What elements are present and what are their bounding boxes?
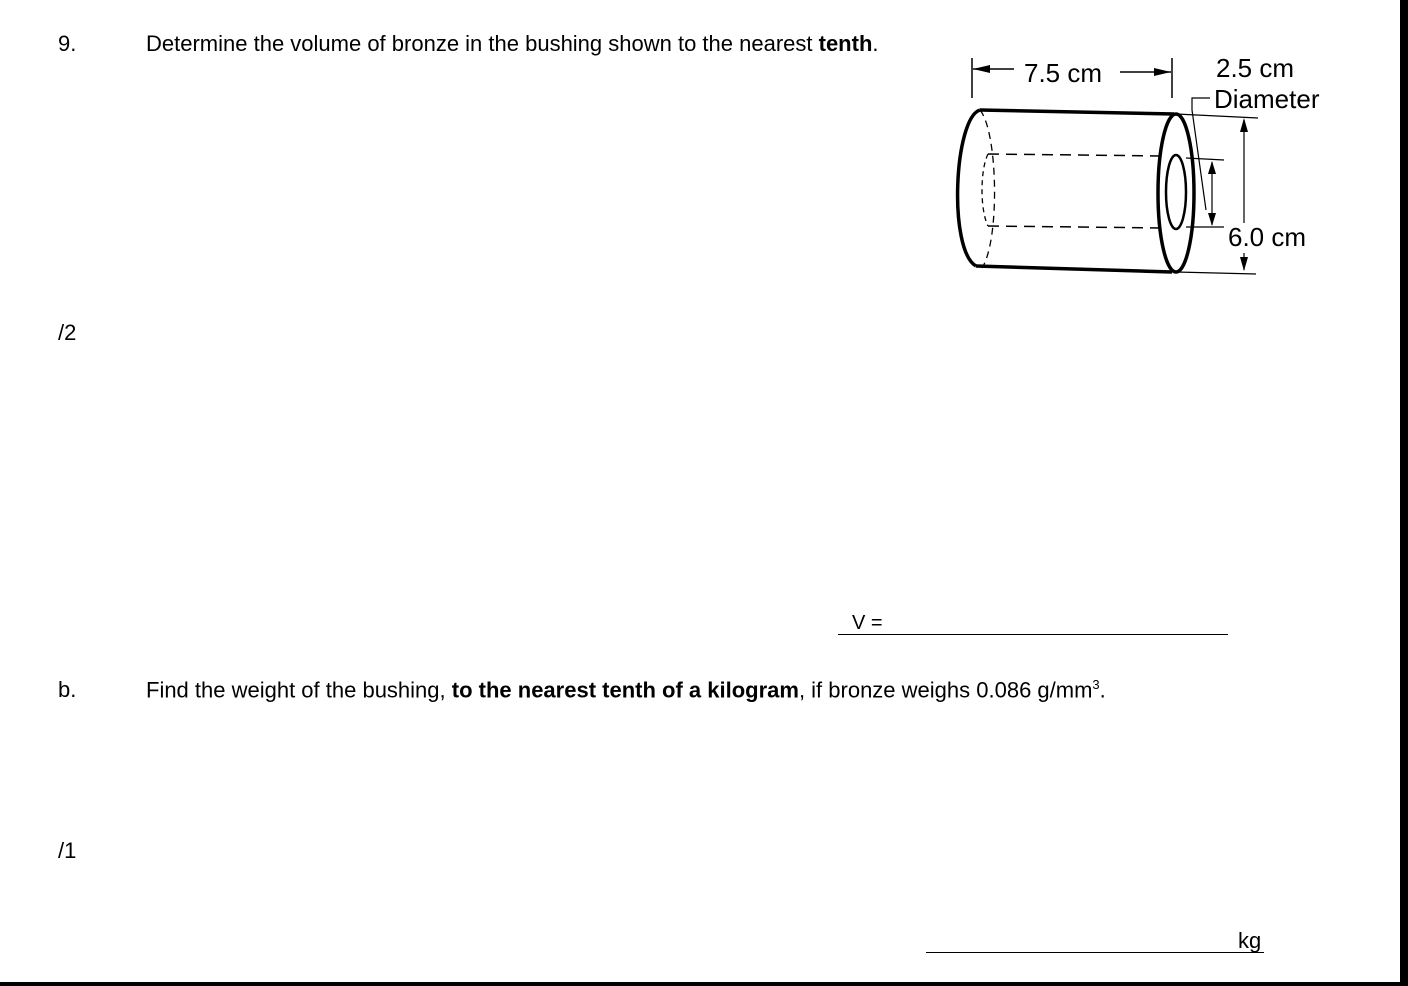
inner-arrow-top — [1208, 161, 1216, 174]
question-text-suffix: . — [872, 31, 879, 56]
question-text-prefix: Determine the volume of bronze in the bushing shown to the nearest — [146, 31, 819, 56]
part-b-text — [146, 677, 1106, 703]
outer-ext-top — [1176, 114, 1258, 118]
part-b-superscript: 3 — [1092, 677, 1100, 692]
cylinder-top-edge — [980, 110, 1174, 114]
length-arrow-left — [973, 65, 990, 73]
inner-arrow-bottom — [1208, 213, 1216, 226]
hidden-hole-top — [988, 154, 1166, 156]
inner-hole — [1166, 155, 1186, 229]
cylinder-right-face — [1158, 114, 1194, 272]
outer-diameter-label: 6.0 cm — [1228, 222, 1307, 252]
page-edge-bottom — [0, 982, 1408, 986]
part-b-label: b. — [58, 677, 77, 702]
weight-unit-label: kg — [1238, 928, 1262, 953]
cylinder-left-end — [958, 110, 980, 266]
part-b-text-end: . — [1099, 677, 1106, 703]
question-text — [146, 31, 879, 57]
outer-ext-bottom — [1176, 272, 1256, 274]
inner-diameter-word: Diameter — [1214, 84, 1320, 114]
question-number: 9. — [58, 31, 77, 56]
part-b-text-prefix: Find the weight of the bushing, — [146, 677, 452, 703]
length-label: 7.5 cm — [1024, 58, 1103, 88]
volume-answer-line[interactable] — [838, 634, 1228, 635]
question-marks: /2 — [58, 320, 77, 345]
outer-arrow-top — [1240, 118, 1248, 132]
part-b-text-suffix: , if bronze weighs 0.086 g/mm — [798, 677, 1093, 703]
outer-arrow-bottom — [1240, 257, 1248, 271]
hidden-hole-bottom — [988, 226, 1166, 228]
hidden-left-face — [980, 110, 995, 268]
cylinder-bottom-edge — [976, 266, 1172, 272]
volume-answer-label: V = — [852, 612, 883, 634]
part-b-text-bold: to the nearest tenth of a kilogram — [451, 677, 799, 703]
bushing-figure — [940, 50, 1370, 290]
weight-answer-line[interactable] — [926, 952, 1264, 953]
page-edge-right — [1400, 0, 1408, 986]
hidden-hole-left — [982, 154, 988, 226]
part-b-marks: /1 — [58, 838, 77, 863]
length-arrow-right — [1154, 68, 1171, 76]
inner-diameter-value: 2.5 cm — [1216, 53, 1295, 83]
question-text-bold: tenth — [818, 31, 873, 56]
